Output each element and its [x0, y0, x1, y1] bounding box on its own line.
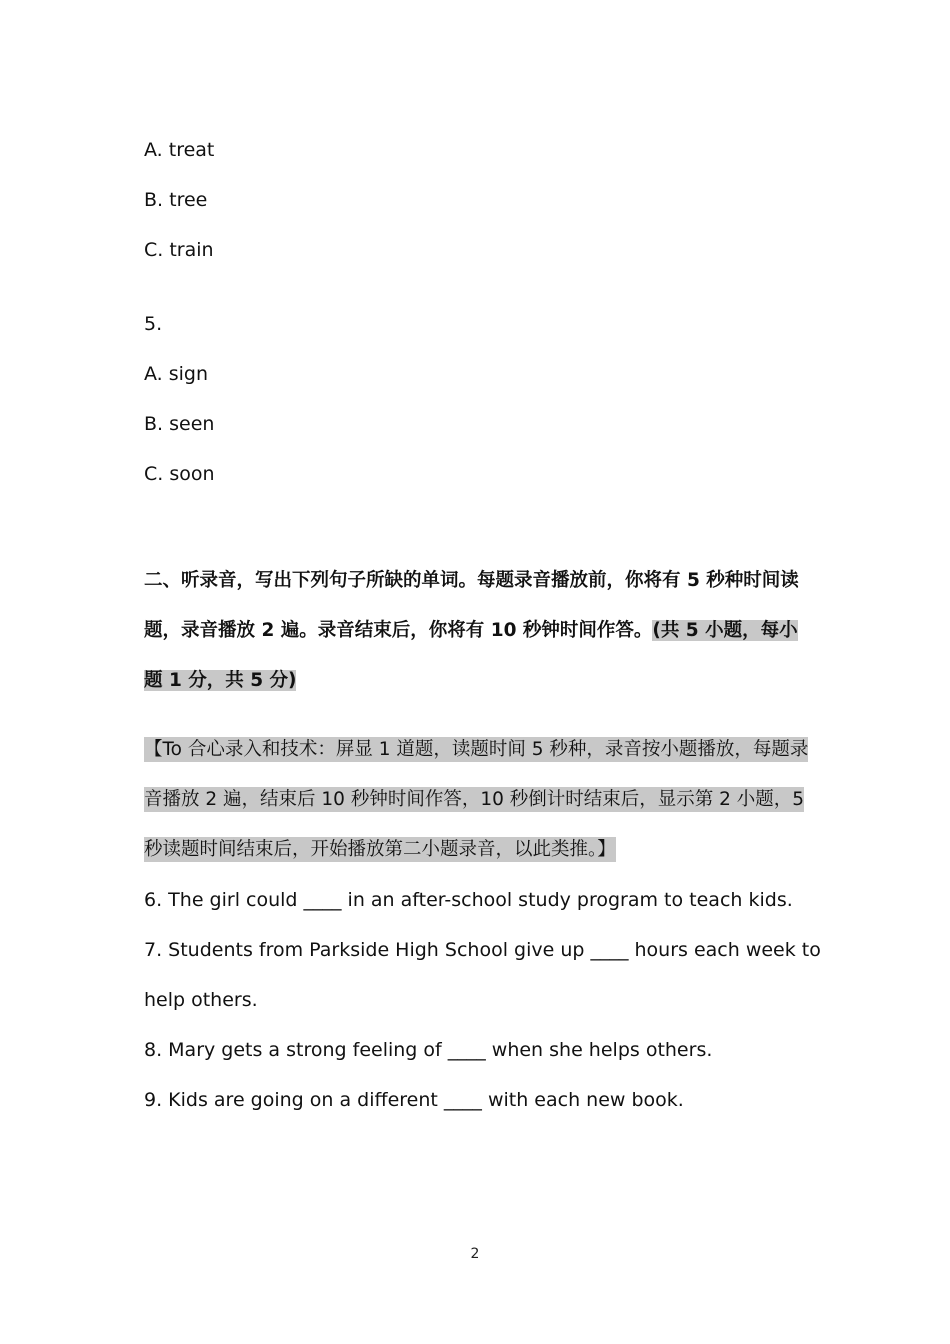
section2-heading-main: 二、听录音，写出下列句子所缺的单词。每题录音播放前，你将有 5 秒种时间读题，录音播放 2 遍。录音结束后，你将有 10 秒钟时间作答。 — [144, 570, 799, 641]
q6-sentence: 6. The girl could ____ in an after-school study program to teach kids. — [144, 889, 793, 911]
q5-option-c: C. soon — [144, 463, 215, 485]
q4-option-a: A. treat — [144, 139, 215, 161]
section2-tech-note — [144, 725, 814, 875]
q7-sentence-continued: help others. — [144, 989, 258, 1011]
q4-option-c: C. train — [144, 239, 214, 261]
q4-option-b: B. tree — [144, 189, 208, 211]
q5-number: 5. — [144, 313, 163, 335]
q5-option-b: B. seen — [144, 413, 215, 435]
section2-heading — [144, 556, 804, 706]
q7-sentence: 7. Students from Parkside High School give up ____ hours each week to — [144, 939, 821, 961]
section2-heading-score: (共 5 小题，每小题 1 分，共 5 分) — [144, 620, 798, 691]
q9-sentence: 9. Kids are going on a different ____ with each new book. — [144, 1089, 684, 1111]
q5-option-a: A. sign — [144, 363, 209, 385]
tech-note-text: 【To 合心录入和技术：屏显 1 道题，读题时间 5 秒种，录音按小题播放，每题录音播放 2 遍，结束后 10 秒钟时间作答，10 秒倒计时结束后，显示第 2 小题，5 秒读题时间结束后，开始播放第二小题录音，以此类推。】 — [144, 739, 809, 860]
page-number: 2 — [470, 1246, 480, 1262]
q8-sentence: 8. Mary gets a strong feeling of ____ when she helps others. — [144, 1039, 713, 1061]
